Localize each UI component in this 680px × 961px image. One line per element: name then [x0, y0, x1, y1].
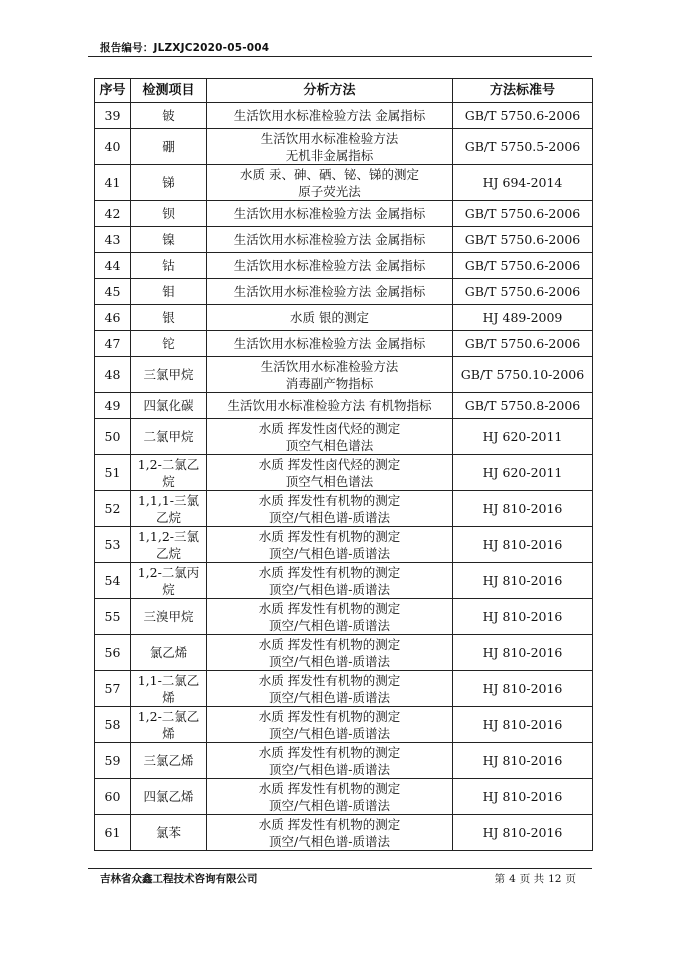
table-row — [95, 279, 593, 305]
company-name: 吉林省众鑫工程技术咨询有限公司 — [100, 873, 258, 885]
cell-method — [207, 527, 453, 563]
method-line: 水质 挥发性有机物的测定 — [258, 528, 401, 544]
cell-no: 43 — [95, 227, 131, 253]
cell-item: 铍 — [131, 103, 207, 129]
cell-method — [207, 743, 453, 779]
method-line: 顶空/气相色谱-质谱法 — [269, 833, 390, 849]
method-line: 水质 挥发性有机物的测定 — [258, 564, 401, 580]
table-row — [95, 253, 593, 279]
cell-standard: HJ 620-2011 — [453, 419, 593, 455]
cell-standard: HJ 810-2016 — [453, 599, 593, 635]
table-row — [95, 331, 593, 357]
method-line: 生活饮用水标准检验方法 金属指标 — [233, 336, 426, 351]
method-line: 水质 汞、砷、硒、铋、锑的测定 — [240, 166, 419, 182]
page-total: 12 — [548, 873, 562, 885]
method-line: 顶空/气相色谱-质谱法 — [269, 797, 390, 813]
method-line: 水质 挥发性有机物的测定 — [258, 600, 401, 616]
table-row — [95, 635, 593, 671]
cell-item: 1,1-二氯乙烯 — [131, 671, 207, 707]
cell-method — [207, 635, 453, 671]
cell-method — [207, 671, 453, 707]
cell-standard: GB/T 5750.10-2006 — [453, 357, 593, 393]
method-line: 水质 挥发性卤代烃的测定 — [258, 456, 401, 472]
cell-no: 46 — [95, 305, 131, 331]
method-line: 水质 挥发性有机物的测定 — [258, 780, 401, 796]
cell-method — [207, 305, 453, 331]
cell-standard: HJ 694-2014 — [453, 165, 593, 201]
table-row — [95, 103, 593, 129]
method-line: 生活饮用水标准检验方法 — [260, 358, 399, 374]
page-prefix: 第 — [494, 873, 506, 885]
cell-no: 47 — [95, 331, 131, 357]
footer-divider — [88, 868, 592, 869]
table-row — [95, 671, 593, 707]
cell-standard: GB/T 5750.6-2006 — [453, 279, 593, 305]
cell-item: 硼 — [131, 129, 207, 165]
table-row — [95, 707, 593, 743]
method-line: 水质 挥发性有机物的测定 — [258, 672, 401, 688]
table-body — [95, 103, 593, 851]
cell-method — [207, 331, 453, 357]
method-line: 水质 银的测定 — [290, 310, 369, 325]
page-mid: 页 共 — [519, 873, 545, 885]
cell-standard: HJ 810-2016 — [453, 491, 593, 527]
cell-method — [207, 227, 453, 253]
cell-no: 58 — [95, 707, 131, 743]
cell-item: 氯苯 — [131, 815, 207, 851]
cell-method — [207, 253, 453, 279]
cell-no: 45 — [95, 279, 131, 305]
cell-no: 40 — [95, 129, 131, 165]
method-line: 顶空气相色谱法 — [285, 437, 374, 453]
cell-item: 四氯化碳 — [131, 393, 207, 419]
method-line: 生活饮用水标准检验方法 金属指标 — [233, 284, 426, 299]
method-line: 顶空气相色谱法 — [285, 473, 374, 489]
cell-item: 铊 — [131, 331, 207, 357]
method-line: 生活饮用水标准检验方法 有机物指标 — [227, 398, 432, 413]
table-row — [95, 305, 593, 331]
method-line: 水质 挥发性有机物的测定 — [258, 636, 401, 652]
cell-item: 钼 — [131, 279, 207, 305]
cell-standard: HJ 810-2016 — [453, 815, 593, 851]
cell-standard: HJ 810-2016 — [453, 707, 593, 743]
cell-method — [207, 707, 453, 743]
method-line: 无机非金属指标 — [285, 147, 374, 163]
method-line: 水质 挥发性有机物的测定 — [258, 744, 401, 760]
method-line: 顶空/气相色谱-质谱法 — [269, 581, 390, 597]
table-row — [95, 815, 593, 851]
method-line: 水质 挥发性有机物的测定 — [258, 816, 401, 832]
cell-method — [207, 815, 453, 851]
table-row — [95, 599, 593, 635]
table-row — [95, 563, 593, 599]
cell-item: 氯乙烯 — [131, 635, 207, 671]
cell-method — [207, 279, 453, 305]
method-line: 顶空/气相色谱-质谱法 — [269, 689, 390, 705]
method-line: 顶空/气相色谱-质谱法 — [269, 725, 390, 741]
test-methods-table — [94, 78, 593, 851]
cell-standard: GB/T 5750.5-2006 — [453, 129, 593, 165]
method-line: 水质 挥发性有机物的测定 — [258, 492, 401, 508]
cell-standard: HJ 620-2011 — [453, 455, 593, 491]
cell-standard: GB/T 5750.6-2006 — [453, 331, 593, 357]
method-line: 生活饮用水标准检验方法 — [260, 130, 399, 146]
method-line: 顶空/气相色谱-质谱法 — [269, 653, 390, 669]
header-standard: 方法标准号 — [453, 79, 593, 103]
cell-method — [207, 491, 453, 527]
cell-standard: HJ 810-2016 — [453, 527, 593, 563]
cell-item: 1,2-二氯乙烷 — [131, 455, 207, 491]
header-item: 检测项目 — [131, 79, 207, 103]
table-row — [95, 779, 593, 815]
table-row — [95, 201, 593, 227]
method-line: 顶空/气相色谱-质谱法 — [269, 545, 390, 561]
method-line: 水质 挥发性有机物的测定 — [258, 708, 401, 724]
cell-no: 44 — [95, 253, 131, 279]
cell-item: 1,2-二氯丙烷 — [131, 563, 207, 599]
cell-method — [207, 419, 453, 455]
cell-no: 39 — [95, 103, 131, 129]
cell-method — [207, 129, 453, 165]
cell-item: 镍 — [131, 227, 207, 253]
table-row — [95, 455, 593, 491]
cell-no: 50 — [95, 419, 131, 455]
method-line: 原子荧光法 — [298, 183, 361, 199]
cell-method — [207, 563, 453, 599]
cell-no: 49 — [95, 393, 131, 419]
cell-method — [207, 599, 453, 635]
cell-item: 钡 — [131, 201, 207, 227]
page-current: 4 — [509, 873, 516, 885]
cell-item: 银 — [131, 305, 207, 331]
method-line: 消毒副产物指标 — [285, 375, 374, 391]
method-line: 生活饮用水标准检验方法 金属指标 — [233, 108, 426, 123]
method-line: 水质 挥发性卤代烃的测定 — [258, 420, 401, 436]
cell-item: 锑 — [131, 165, 207, 201]
cell-standard: GB/T 5750.6-2006 — [453, 227, 593, 253]
method-line: 生活饮用水标准检验方法 金属指标 — [233, 232, 426, 247]
cell-method — [207, 103, 453, 129]
cell-standard: GB/T 5750.8-2006 — [453, 393, 593, 419]
cell-no: 57 — [95, 671, 131, 707]
cell-standard: GB/T 5750.6-2006 — [453, 253, 593, 279]
table-row — [95, 357, 593, 393]
cell-item: 1,1,1-三氯乙烷 — [131, 491, 207, 527]
table-row — [95, 419, 593, 455]
cell-no: 42 — [95, 201, 131, 227]
cell-item: 三氯乙烯 — [131, 743, 207, 779]
cell-standard: GB/T 5750.6-2006 — [453, 201, 593, 227]
header-no: 序号 — [95, 79, 131, 103]
header-method: 分析方法 — [207, 79, 453, 103]
cell-method — [207, 165, 453, 201]
method-line: 生活饮用水标准检验方法 金属指标 — [233, 206, 426, 221]
cell-no: 60 — [95, 779, 131, 815]
cell-no: 52 — [95, 491, 131, 527]
cell-no: 56 — [95, 635, 131, 671]
method-line: 生活饮用水标准检验方法 金属指标 — [233, 258, 426, 273]
cell-item: 1,2-二氯乙烯 — [131, 707, 207, 743]
table-row — [95, 165, 593, 201]
cell-no: 48 — [95, 357, 131, 393]
cell-standard: HJ 810-2016 — [453, 563, 593, 599]
table-row — [95, 743, 593, 779]
cell-item: 1,1,2-三氯乙烷 — [131, 527, 207, 563]
cell-no: 53 — [95, 527, 131, 563]
page-indicator — [493, 871, 578, 886]
cell-standard: GB/T 5750.6-2006 — [453, 103, 593, 129]
cell-item: 钴 — [131, 253, 207, 279]
cell-method — [207, 393, 453, 419]
table-row — [95, 393, 593, 419]
cell-no: 51 — [95, 455, 131, 491]
table-row — [95, 491, 593, 527]
table-row — [95, 527, 593, 563]
report-number: 报告编号：JLZXJC2020-05-004 — [100, 42, 270, 54]
cell-standard: HJ 810-2016 — [453, 635, 593, 671]
cell-no: 61 — [95, 815, 131, 851]
page-suffix: 页 — [565, 873, 576, 885]
cell-method — [207, 455, 453, 491]
cell-no: 55 — [95, 599, 131, 635]
table-row — [95, 129, 593, 165]
cell-standard: HJ 810-2016 — [453, 779, 593, 815]
cell-item: 三溴甲烷 — [131, 599, 207, 635]
cell-method — [207, 357, 453, 393]
cell-no: 41 — [95, 165, 131, 201]
table-header-row — [95, 79, 593, 103]
method-line: 顶空/气相色谱-质谱法 — [269, 509, 390, 525]
method-line: 顶空/气相色谱-质谱法 — [269, 761, 390, 777]
cell-no: 54 — [95, 563, 131, 599]
cell-standard: HJ 810-2016 — [453, 671, 593, 707]
cell-method — [207, 201, 453, 227]
method-line: 顶空/气相色谱-质谱法 — [269, 617, 390, 633]
table-row — [95, 227, 593, 253]
cell-item: 三氯甲烷 — [131, 357, 207, 393]
cell-standard: HJ 810-2016 — [453, 743, 593, 779]
cell-method — [207, 779, 453, 815]
cell-no: 59 — [95, 743, 131, 779]
header-divider — [88, 56, 592, 57]
cell-item: 四氯乙烯 — [131, 779, 207, 815]
cell-item: 二氯甲烷 — [131, 419, 207, 455]
cell-standard: HJ 489-2009 — [453, 305, 593, 331]
